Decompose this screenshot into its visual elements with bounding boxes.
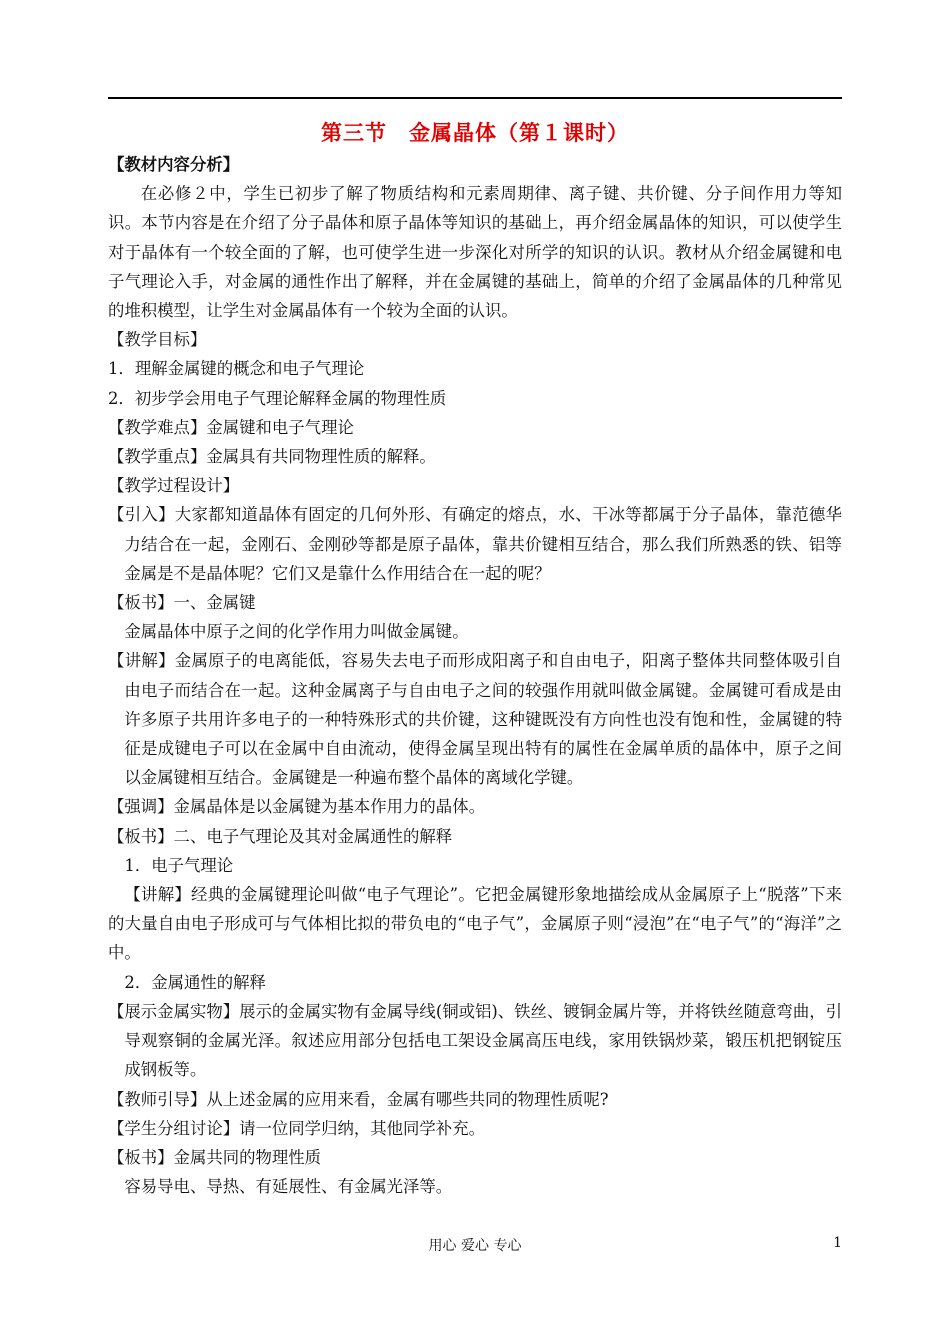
header-rule	[108, 97, 842, 99]
blackboard-metal-bond: 【板书】一、金属键	[108, 593, 256, 613]
document-body	[108, 150, 842, 1201]
document-title: 第三节 金属晶体（第１课时）	[321, 120, 629, 145]
emphasis-note: 【强调】金属晶体是以金属键为基本作用力的晶体。	[108, 797, 485, 817]
teacher-guide: 【教师引导】从上述金属的应用来看，金属有哪些共同的物理性质呢?	[108, 1089, 609, 1109]
paragraph-explanation-1: 【讲解】金属原子的电离能低，容易失去电子而形成阳离子和自由电子，阳离子整体共同整体吸引自由电子而结合在一起。这种金属离子与自由电子之间的较强作用就叫做金属键。金属键可看成是由许多原子共用许多电子的一种特殊形式的共价键，这种键既没有方向性也没有饱和性，金属键的特征是成键电子可以在金属中自由流动，使得金属呈现出特有的属性在金属单质的晶体中，原子之间以金属键相互结合。金属键是一种遍布整个晶体的离域化学键。	[108, 651, 842, 788]
page-footer	[0, 1235, 950, 1257]
teaching-focus: 【教学重点】金属具有共同物理性质的解释。	[108, 447, 436, 467]
paragraph-show-metals: 【展示金属实物】展示的金属实物有金属导线(铜或铝)、铁丝、镀铜金属片等，并将铁丝随意弯曲，引导观察铜的金属光泽。叙述应用部分包括电工架设金属高压电线，家用铁锅炒菜，锻压机把钢锭压成钢板等。	[108, 1001, 842, 1080]
subheading-electron-gas: 1．电子气理论	[124, 855, 234, 875]
group-discussion: 【学生分组讨论】请一位同学归纳，其他同学补充。	[108, 1118, 485, 1138]
paragraph-explanation-2: 【讲解】经典的金属键理论叫做“电子气理论”。它把金属键形象地描绘成从金属原子上“脱落”下来的大量自由电子形成可与气体相比拟的带负电的“电子气”，金属原子则“浸泡”在“电子气”的“海洋”之中。	[108, 885, 842, 963]
subheading-metal-properties: 2．金属通性的解释	[124, 972, 266, 992]
common-properties-list: 容易导电、导热、有延展性、有金属光泽等。	[124, 1177, 453, 1197]
blackboard-common-properties: 【板书】金属共同的物理性质	[108, 1147, 322, 1167]
teaching-difficulty: 【教学难点】金属键和电子气理论	[108, 417, 354, 437]
paragraph-content-analysis: 在必修２中，学生已初步了解了物质结构和元素周期律、离子键、共价键、分子间作用力等知识。本节内容是在介绍了分子晶体和原子晶体等知识的基础上，再介绍金属晶体的知识，可以使学生对于晶体有一个较全面的了解，也可使学生进一步深化对所学的知识的认识。教材从介绍金属键和电子气理论入手，对金属的通性作出了解释，并在金属键的基础上，简单的介绍了金属晶体的几种常见的堆积模型，让学生对金属晶体有一个较为全面的认识。	[108, 184, 842, 321]
goal-item-2: 2．初步学会用电子气理论解释金属的物理性质	[108, 388, 447, 408]
paragraph-introduction: 【引入】大家都知道晶体有固定的几何外形、有确定的熔点，水、干冰等都属于分子晶体，靠范德华力结合在一起，金刚石、金刚砂等都是原子晶体，靠共价键相互结合，那么我们所熟悉的铁、铝等金属是不是晶体呢？它们又是靠什么作用结合在一起的呢？	[108, 505, 842, 583]
heading-teaching-goals: 【教学目标】	[108, 330, 207, 350]
goal-item-1: 1．理解金属键的概念和电子气理论	[108, 359, 365, 379]
blackboard-electron-gas: 【板书】二、电子气理论及其对金属通性的解释	[108, 826, 453, 846]
heading-content-analysis: 【教材内容分析】	[108, 155, 240, 174]
heading-process-design: 【教学过程设计】	[108, 476, 240, 496]
page-number: 1	[833, 1235, 842, 1251]
footer-slogan: 用心 爱心 专心	[428, 1238, 522, 1254]
metal-bond-definition: 金属晶体中原子之间的化学作用力叫做金属键。	[124, 622, 469, 642]
